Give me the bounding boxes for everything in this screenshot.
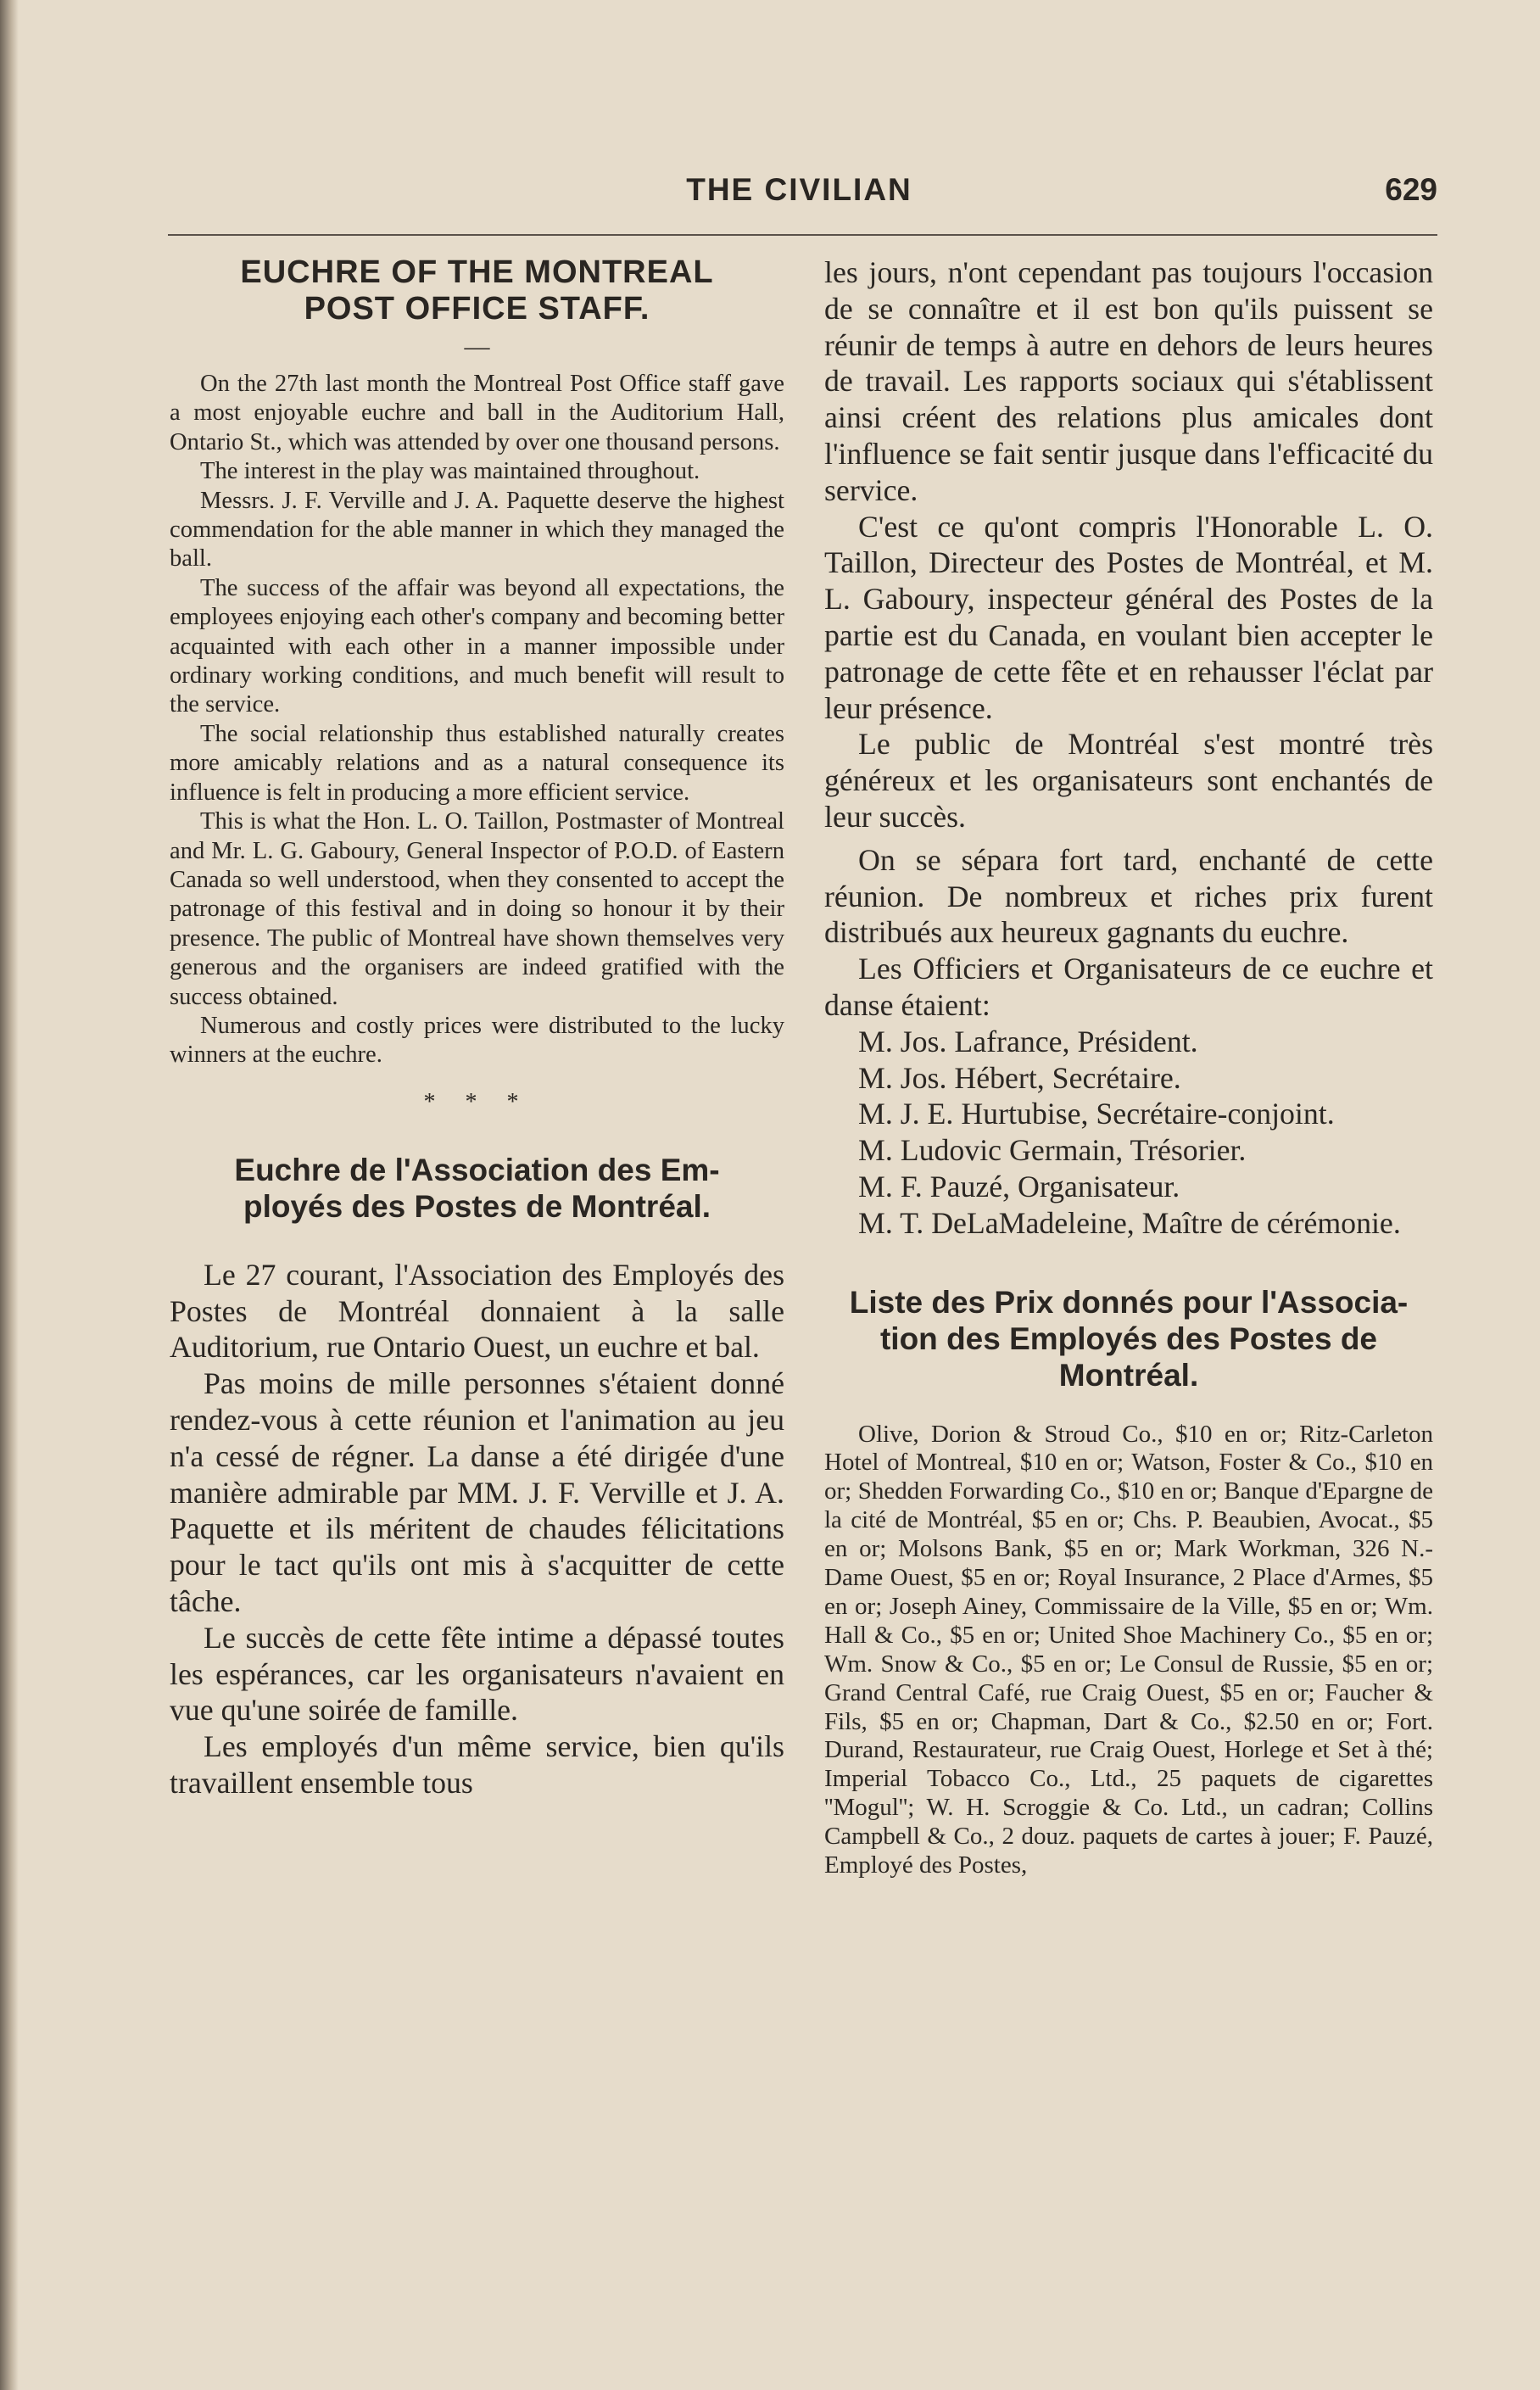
prize-list-title-line-2: tion des Employés des Postes de (879, 1321, 1378, 1356)
list-item: M. T. DeLaMadeleine, Maître de cérémonie. (858, 1205, 1401, 1240)
article-title-line-1: EUCHRE OF THE MONTREAL (240, 254, 714, 290)
title-dash: — (464, 332, 490, 360)
prize-list-text: Olive, Dorion & Stroud Co., $10 en or; Ritz-Carleton Hotel of Montreal, $10 en or; Watson, Foster & Co., $10 en or; Shedden Forwarding Co., $10 en or; Banque d'Epargne de la cité de Montréal, $5 en or; Chs. P. Beaubien, Avocat., $5 en or; Molsons Bank, $5 en or; Mark Workman, 326 N.-Dame Ouest, $5 en or; Royal Insurance, 2 Place d'Armes, $5 en or; Joseph Ainey, Commissaire de la Ville, $5 en or; Wm. Hall & Co., $5 en or; United Shoe Machinery Co., $5 en or; Wm. Snow & Co., $5 en or; Le Consul de Russie, $5 en or; Grand Central Café, rue Craig Ouest, $5 en or; Faucher & Fils, $5 en or; Chapman, Dart & Co., $2.50 en or; Fort. Durand, Restaurateur, rue Craig Ouest, Horlege et Set à thé; Imperial Tobacco Co., Ltd., 25 paquets de cigarettes ''Mogul''; W. H. Scroggie & Co. Ltd., un cadran; Collins Campbell & Co., 2 douz. paquets de cartes à jouer; F. Pauzé, Employé des Postes, (824, 1420, 1433, 1879)
journal-title: THE CIVILIAN (686, 172, 912, 207)
paragraph: Le 27 courant, l'Association des Employés des Postes de Montréal donnaient à la salle Auditorium, rue Ontario Ouest, un euchre et bal. (170, 1257, 784, 1365)
running-header (161, 172, 1437, 219)
paragraph: Le public de Montréal s'est montré très généreux et les organisateurs sont enchantés de leur succès. (824, 727, 1433, 834)
paragraph: Numerous and costly prices were distributed to the lucky winners at the euchre. (170, 1012, 784, 1069)
article-body (170, 1257, 784, 1801)
paragraph: les jours, n'ont cependant pas toujours l'occasion de se connaître et il est bon qu'ils puissent se réunir de temps à autre en dehors de leurs heures de travail. Les rapports sociaux qui s'établissent ainsi créent des relations plus amicales dont l'influence se fait sentir jusque dans l'efficacité du service. (824, 255, 1433, 507)
prize-list-section (824, 1284, 1433, 1881)
right-column (824, 254, 1433, 1880)
header-rule (168, 234, 1437, 236)
paragraph: On the 27th last month the Montreal Post Office staff gave a most enjoyable euchre and ball in the Auditorium Hall, Ontario St., which was attended by over one thousand persons. (170, 371, 784, 455)
left-column (170, 254, 784, 1801)
article-title-line-2: ployés des Postes de Montréal. (243, 1188, 711, 1224)
paragraph: The interest in the play was maintained throughout. (200, 458, 700, 485)
article-title (170, 254, 784, 327)
list-item: M. F. Pauzé, Organisateur. (858, 1169, 1180, 1203)
prize-list-title-line-3: Montréal. (1058, 1357, 1199, 1393)
list-item: M. J. E. Hurtubise, Secrétaire-conjoint. (858, 1097, 1335, 1131)
paragraph: The social relationship thus established naturally creates more amicably relations and as a natural consequence its influence is felt in producing a more efficient service. (170, 720, 784, 806)
paragraph: Le succès de cette fête intime a dépassé toutes les espérances, car les organisateurs n'avaient en vue qu'une soirée de famille. (170, 1620, 784, 1728)
article-body-continued (824, 254, 1433, 1024)
prize-list-title (824, 1284, 1433, 1393)
prize-list-title-line-1: Liste des Prix donnés pour l'Associa- (849, 1284, 1409, 1320)
article-euchre-english (170, 254, 784, 1116)
article-title (170, 1152, 784, 1225)
page-number: 629 (1385, 172, 1437, 207)
prize-list-body (824, 1421, 1433, 1881)
paragraph: The success of the affair was beyond all expectations, the employees enjoying each other's company and becoming better acquainted with each other in a manner impossible under ordinary working conditions, and much benefit will result to the service. (170, 574, 784, 718)
paragraph: On se sépara fort tard, enchanté de cette réunion. De nombreux et riches prix furent distribués aux heureux gagnants du euchre. (824, 842, 1433, 950)
paragraph: This is what the Hon. L. O. Taillon, Postmaster of Montreal and Mr. L. G. Gaboury, General Inspector of P.O.D. of Eastern Canada so well understood, when they consented to accept the patronage of this festival and in doing so honour it by their presence. The public of Montreal have shown themselves very generous and the organisers are indeed gratified with the success obtained. (170, 808, 784, 1010)
list-item: M. Ludovic Germain, Trésorier. (858, 1133, 1247, 1168)
paragraph: Pas moins de mille personnes s'étaient donné rendez-vous à cette réunion et l'animation au jeu n'a cessé de régner. La danse a été dirigée d'une manière admirable par MM. J. F. Verville et J. A. Paquette et ils méritent de chaudes félicitations pour le tact qu'ils ont mis à s'acquitter de cette tâche. (170, 1366, 784, 1618)
officers-list (824, 1024, 1433, 1242)
list-item: M. Jos. Lafrance, Président. (858, 1024, 1198, 1058)
article-title-line-2: POST OFFICE STAFF. (304, 291, 650, 327)
article-body (170, 370, 784, 1070)
article-title-line-1: Euchre de l'Association des Em- (234, 1152, 720, 1187)
section-separator: * * * (423, 1088, 531, 1115)
list-item: M. Jos. Hébert, Secrétaire. (858, 1060, 1181, 1095)
paragraph: C'est ce qu'ont compris l'Honorable L. O. Taillon, Directeur des Postes de Montréal, et M. L. Gaboury, inspecteur général des Postes de la partie est du Canada, en voulant bien accepter le patronage de cette fête et en rehausser l'éclat par leur présence. (824, 509, 1433, 725)
paragraph: Messrs. J. F. Verville and J. A. Paquette deserve the highest commendation for the able manner in which they managed the ball. (170, 487, 784, 572)
article-euchre-french (170, 1152, 784, 1801)
paragraph: Les employés d'un même service, bien qu'ils travaillent ensemble tous (170, 1729, 784, 1800)
paragraph: Les Officiers et Organisateurs de ce euchre et danse étaient: (824, 952, 1433, 1022)
page-edge-shadow (0, 0, 19, 2390)
